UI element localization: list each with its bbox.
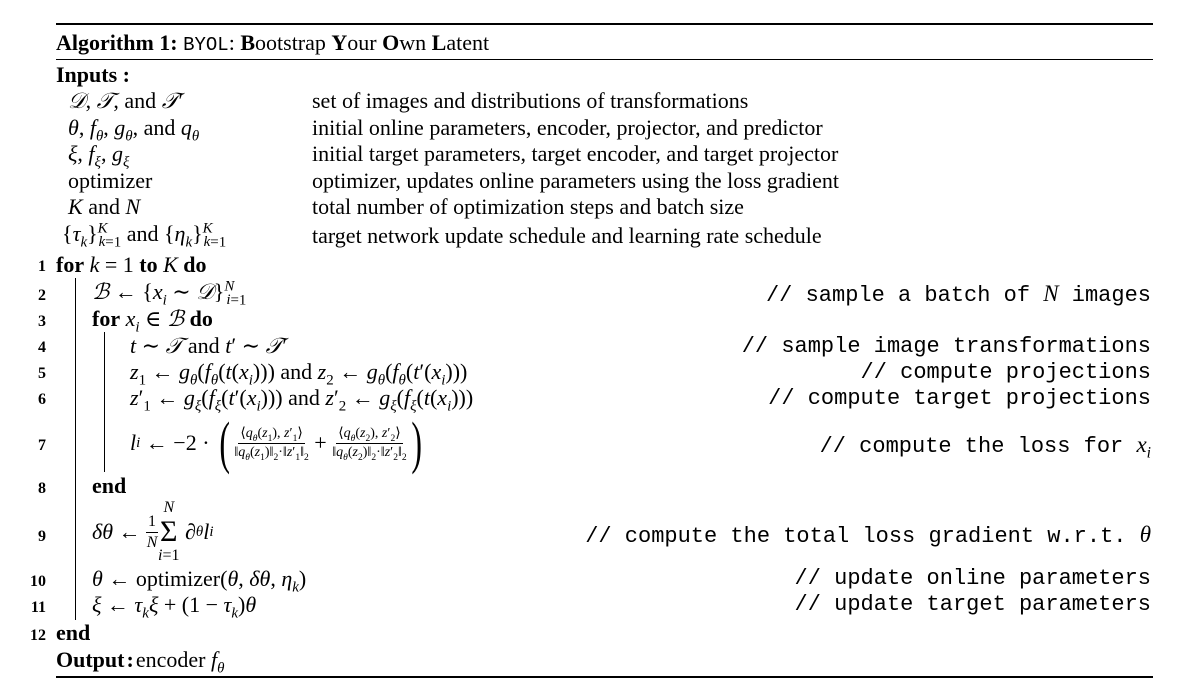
- line-4-comment: // sample image transformations: [741, 334, 1151, 359]
- line-number: 11: [30, 599, 46, 616]
- algorithm-caption: Algorithm 1: BYOL: Bootstrap Your Own Latent: [56, 30, 490, 56]
- input-desc-3: optimizer, updates online parameters using the loss gradient: [312, 168, 839, 193]
- algorithm-title: [240, 30, 489, 55]
- line-7-comment: // compute the loss for $x_i$: [819, 432, 1151, 462]
- input-symbol-1: θ, $f_\theta$, $g_\theta$, and $q_\theta$: [68, 115, 200, 145]
- sum-symbol: N Σ i=1: [158, 499, 180, 564]
- line-number: 1: [38, 258, 46, 275]
- input-desc-0: set of images and distributions of transformations: [312, 88, 749, 113]
- line-6-comment: // compute target projections: [768, 386, 1151, 411]
- line-number: 6: [38, 391, 46, 408]
- line-2-comment: // sample a batch of N images: [765, 281, 1151, 308]
- loss-fraction-1: $\frac{⟨q_\theta(z_1), z'_1⟩}{‖q_\theta(z_1)‖_2\cdot‖z'_1‖_2}$: [234, 425, 309, 463]
- line-2-code: ℬ ← {$x_i$ ∼ 𝒟}$^N_{i=1}$: [92, 278, 247, 309]
- title-word: wn: [399, 30, 432, 55]
- line-11-code: ξ ← $\tau_k\xi + (1 - \tau_k)\theta$: [92, 592, 257, 622]
- line-3-code: for $x_i$ ∈ ℬ do: [92, 306, 213, 336]
- line-8-code: end: [92, 473, 127, 498]
- line-5-comment: // compute projections: [860, 360, 1151, 385]
- line-9-comment: // compute the total loss gradient w.r.t. θ: [585, 522, 1151, 549]
- input-symbol-5: $\{\tau_k\}^K_{k=1}$ and $\{\eta_k\}^K_{k=1}$: [62, 220, 227, 251]
- line-number: 4: [38, 339, 46, 356]
- algorithm-name: BYOL: [183, 34, 229, 56]
- loss-fraction-2: $\frac{⟨q_\theta(z_2), z'_2⟩}{‖q_\theta(z_2)‖_2\cdot‖z'_2‖_2}$: [332, 425, 407, 463]
- title-initial: O: [382, 30, 400, 55]
- line-number: 2: [38, 287, 46, 304]
- line-number: 10: [30, 573, 46, 590]
- line-number: 9: [38, 528, 46, 545]
- line-4-code: t ∼ 𝒯 and t′ ∼ 𝒯′: [130, 333, 288, 358]
- input-symbol-4: K and N: [68, 194, 141, 219]
- line-9-code: δθ ← $\frac{1}{N}$ N Σ i=1 ∂ θ l i: [92, 499, 214, 564]
- title-word: ootstrap: [255, 30, 332, 55]
- input-desc-1: initial online parameters, encoder, projector, and predictor: [312, 115, 823, 140]
- input-symbol-3: optimizer: [68, 168, 153, 193]
- header-rule: [56, 59, 1153, 60]
- title-word: atent: [446, 30, 490, 55]
- title-initial: L: [431, 30, 447, 55]
- input-desc-5: target network update schedule and learning rate schedule: [312, 223, 822, 248]
- output-row: Output:encoder $f_\theta$: [56, 647, 225, 677]
- input-symbol-2: ξ, $f_\xi$, $g_\xi$: [68, 141, 130, 171]
- line-6-code: $z'_1$ ← $g_\xi(f_\xi(t'(x_i)))$ and $z'_2$ ← $g_\xi(f_\xi(t(x_i)))$: [130, 385, 474, 415]
- line-number: 8: [38, 480, 46, 497]
- line-number: 5: [38, 365, 46, 382]
- algorithm-label: Algorithm 1:: [56, 30, 178, 55]
- line-10-code: θ ← optimizer(θ, δθ, $\eta_k$): [92, 566, 307, 596]
- title-initial: Y: [331, 30, 348, 55]
- line-number: 12: [30, 627, 46, 644]
- title-word: our: [347, 30, 383, 55]
- mean-fraction: $\frac{1}{N}$: [146, 512, 158, 551]
- line-12-code: end: [56, 620, 91, 645]
- line-5-code: $z_1$ ← $g_\theta(f_\theta(t(x_i)))$ and $z_2$ ← $g_\theta(f_\theta(t'(x_i)))$: [130, 359, 468, 389]
- line-7-code: l i ← −2 · ( $\frac{⟨q_\theta(z_1), z'_1⟩}{‖q_\theta(z_1)‖_2\cdot‖z'_1‖_2}$ + $\frac{⟨q_\theta(z_2), z'_2⟩}{‖q_\theta(z_2)‖_2\cdot‖z'_2‖_2}$ ): [130, 410, 422, 475]
- title-initial: B: [240, 30, 256, 55]
- line-11-comment: // update target parameters: [794, 592, 1151, 617]
- line-1-code: for k = 1 to K do: [56, 252, 207, 277]
- line-number: 7: [38, 437, 46, 454]
- input-desc-2: initial target parameters, target encoder, and target projector: [312, 141, 839, 166]
- input-symbol-0: 𝒟, 𝒯, and 𝒯′: [68, 88, 184, 113]
- input-desc-4: total number of optimization steps and batch size: [312, 194, 744, 219]
- top-rule: [56, 23, 1153, 25]
- line-10-comment: // update online parameters: [794, 566, 1151, 591]
- line-number: 3: [38, 313, 46, 330]
- inner-loop-vline: [104, 332, 105, 472]
- inputs-heading: Inputs :: [56, 62, 130, 87]
- for-loop-vline: [75, 278, 76, 620]
